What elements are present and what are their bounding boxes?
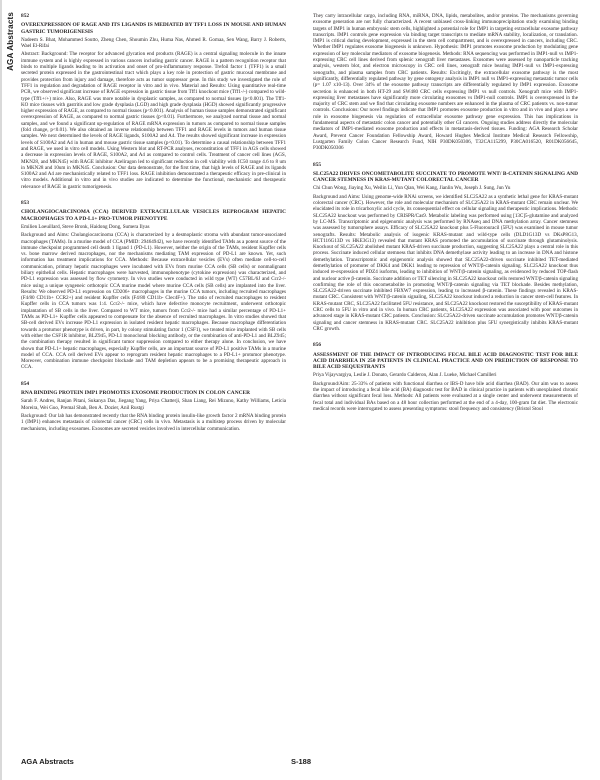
- abstract-title: CHOLANGIOCARCINOMA (CCA) DERIVED EXTRACELLULAR VESICLES REPROGRAM HEPATIC MACROPHAGES TO A PD-L1+ PRO-TUMOR PHENOTYPE: [21, 209, 286, 222]
- abstract: [21, 381, 286, 432]
- abstract-authors: Priya Vijayvargiya, Leslie J. Donato, Gerardo Calderon, Alan J. Lueke, Michael Camilleri: [313, 372, 497, 379]
- abstract-body: They carry intracellular cargo, including RNA, miRNA, DNA, lipids, metabolites, and/or proteins. The mechanisms governing exosome generation are not fully characterized. A recent unbiased cross-linking immunoprecipitation study examining binding targets of IMP1 in human embryonic stem cells, highlighted a potential role for IMP1 in targeting extracellular exosome pathway transcripts. IMP1 controls gene expression via binding target transcripts to mediate mRNA stability, localization, or translation. IMP1 is critical during development, expressed in the stem cell compartment, and is overexpressed in cancers, including CRC. Whether IMP1 regulates exosome biogenesis is unknown. Hypothesis: IMP1 promotes exosome production by modulating gene expression of key molecular mediators of exosome biogenesis. Methods: RNA sequencing was performed in IMP1-null vs IMP1-expressing CRC cell lines derived from splenic xenograft liver metastases. Exosomes were assessed by nanoparticle tracking analysis, western blot, and electron microscopy in CRC cell lines, xenograft mice bearing IMP1-null vs IMP1-expressing xenografts, and plasma samples from CRC patients. Results: Excitingly, the extracellular exosome pathway is the most significantly, differentially regulated pathway by gene ontogeny analysis in IMP1 null vs IMP1-expressing metastatic tumor cells (p= 1.07 x10-13). Over 34% of the exosome pathway transcripts are differentially regulated by IMP1 expression. Exosome secretion is enhanced in both HT-29 and SW480 CRC cells expressing IMP1 vs null controls. Xenograft mice with IMP1-expressing liver metastases have significantly more circulating exosomes vs IMP1-null controls. IMP1 is overexpressed in the majority of CRC stem and we find that circulating exosome numbers are enhanced in the plasma of CRC patients vs. non-tumor controls. Conclusions: Our novel findings indicate that IMP1 promotes exosome production in vitro and in vivo and plays a new role in exosome biogenesis via regulation of extracellular exosome pathway gene expression. This has implications in fundamental aspects of metastatic colon cancer and potentially other GI cancers. Ongoing studies address directly the molecular mediators of IMP1-mediated exosome production and effects in metastasis-derived tissues. Funding: AGA Research Scholar Award, Prevent Cancer Foundation Fellowship Award, Howard Hughes Medical Institute Medical Research Fellowship, Lustgarten Family Colon Cancer Research Fund, NIH P30DK050306, T32CA115299, P30CA016520, R01DK056645, P30DK050306: [313, 13, 578, 152]
- abstract-title: ASSESSMENT OF THE IMPACT OF INTRODUCING FECAL BILE ACID DIAGNOSTIC TEST FOR BILE ACID DIARRHEA IN 250 PATIENTS IN CLINICAL PRACTICE AND ON PREDICTION OF RESPONSE TO BILE ACID SEQUESTRANTS: [313, 351, 578, 371]
- abstract-body: Background and Aims: Cholangiocarcinoma (CCA) is characterized by a desmoplastic stroma with abundant tumor-associated macrophages (TAMs). In a murine model of CCA (PMID: 29464942), we have recently identified TAMs as a potent source of the immune checkpoint programmed cell death 1 ligand 1 (PD-L1). However, neither the origin of the TAMs, resident Kupffer cells vs. bone marrow derived macrophages, nor the mechanisms mediating TAM expression of PD-L1 are known. Yet, such information has treatment implications for CCA. Methods: Because extracellular vesicles (EVs) often mediate cell-to-cell communication, primary hepatic macrophages were incubated with EVs from murine CCA cells (SB cells) or nonmalignant biliary epithelial cells. Hepatic macrophages were harvested, immunophenotype (cytokine expression) was characterized, and PD-L1 expression was assessed by flow cytometry. In vivo studies were conducted in wild type (WT) C57BL/6J and Ccr2-/- mice using a unique syngeneic orthotopic CCA murine model where murine CCA cells (SB cells) are implanted into the liver. Results: We observed PD-L1 expression on CD206+ macrophages in the murine CCA tumors, including recruited macrophages (F4/80 CD11b+ CCR2+) and resident Kupffer cells (F4/80 CD11b- Clec4F+). The ratio of recruited macrophages to resident Kupffer cells in CCA tumors was 1:4. Ccr2-/- mice, which have defective monocyte recruitment, underwent orthotopic implantation of SB cells in the liver. Compared to WT mice, tumors from Ccr2-/- mice had a similar percentage of PD-L1+ TAMs as PD-L1+ Kupffer cells appeared to compensate for the absence of recruited macrophages. In vitro studies showed that SB-cell derived EVs increase PD-L1 expression in isolated resident hepatic macrophages. Because macrophage differentiation towards a protumor phenotype is driven, in part, by colony stimulating factor 1 (CSF1), we treated mice implanted with SB cells with either the CSF1R inhibitor, BLZ945, PD-L1 monoclonal blocking antibody, or the combination of anti-PD-L1 and BLZ945; the combination therapy resulted in significant tumor suppression compared to either therapy alone. In conclusion, we have shown that PD-L1+ hepatic macrophages, especially Kupffer cells, are an important source of PD-L1 positive TAMs in a murine model of CCA. CCA cell derived EVs appear to reprogram resident hepatic macrophages to a PD-L1+ protumor phenotype. Moreover, combination immune checkpoint blockade and TAM depletion appears to be a promising therapeutic approach in CCA.: [21, 232, 286, 371]
- abstract: [21, 200, 286, 371]
- footer-page-number: S-188: [291, 757, 312, 766]
- abstract-authors: Nadeem S. Bhat, Mohammed Soutto, Zheng Chen, Shoumin Zhu, Huma Nas, Ahmed R. Gomaa, Sen Wang, Barry J. Roberts, Wael El-Rifai: [21, 36, 286, 50]
- abstract-title: SLC25A22 DRIVES ONCOMETABOLITE SUCCINATE TO PROMOTE WNT/ Β-CATENIN SIGNALING AND CANCER STEMNESS IN KRAS-MUTANT COLORECTAL CANCER: [313, 170, 578, 184]
- abstract: [313, 13, 578, 152]
- abstract-authors: Emilien Loeuillard, Steve Bronk, Haidong Dong, Sumera Ilyas: [21, 223, 150, 230]
- abstract-body: Background/Aim: 25-33% of patients with functional diarrhea or IBS-D have bile acid diarrhea (BAD). Our aim was to assess the impact of introducing a fecal bile acid (BA) diagnostic test for BAD in clinical practice in patients with unexplained chronic diarrhea without significant fecal loss. Methods: All patients were evaluated at a single center and underwent measurements of fecal total and individual BAs based on a 48 hour collection performed at the end of a 4-day, 100-gram fat diet. The electronic medical records were interrogated to assess presenting symptoms: stool frequency and consistency (Bristol Stool: [313, 380, 578, 412]
- left-column: [21, 13, 286, 442]
- abstract: [21, 13, 286, 190]
- sidebar-label: AGA Abstracts: [6, 12, 15, 71]
- abstract-number: 854: [21, 380, 30, 387]
- abstract-body: Background: Our lab has demonstrated recently that the RNA binding protein insulin-like growth factor 2 mRNA binding protein 1 (IMP1) enhances metastasis of colorectal cancer (CRC) cells in vivo. Metastasis is a multistep process driven by molecular mechanisms, including exosomes. Exosomes are secreted vesicles involved in intercellular communication.: [21, 412, 286, 432]
- right-column: [313, 13, 578, 422]
- abstract-number: 856: [313, 342, 322, 349]
- footer-journal: AGA Abstracts: [21, 757, 74, 766]
- abstract-title: OVEREXPRESSION OF RAGE AND ITS LIGANDS IS MEDIATED BY TFF1 LOSS IN MOUSE AND HUMAN GASTRIC TUMORIGENESIS: [21, 22, 286, 35]
- abstract-body: Background and Aims: Using genome-wide RNAi screens, we identified SLC25A22 as a synthetic lethal gene for KRAS-mutant colorectal cancer (CRC). However, the role and molecular mechanism of SLC25A22 in KRAS-mutant CRC remain unclear. We elucidated its role in tricarboxylic acid cycle, its consequential effect on cellular signaling and therapeutic implications. Methods: SLC25A22 knockout was performed by CRISPR/Cas9. Metabolic labeling was performed using [13C]5-glutamine and analyzed by LC-MS. Transcriptomic and epigenomic analysis was performed by RNAseq and DNA methylation array. Cancer stemness was assessed by tumorsphere assays. Efficacy of SLC25A22 knockout plus 5-Fluorouracil (5FU) was examined in mouse tumor xenografts. Results: Metabolic analysis of isogenic KRAS-mutant and wild-type cells (DLD1G13D vs DKsP8G13, HCT116G13D vs HKE3G13) revealed that mutant KRAS promoted the accumulation of succinate through glutaminolysis. Knockout of SLC25A22 abolished mutant KRAS-driven succinate production, suggesting SLC25A22 plays a central role in this process. Succinate induced cellular stemness that inhibits DNA demethylase activity leading to an increase in DNA and histone demethylation. Transcriptomic and epigenomic analysis showed that SLC25A22-driven succinate inhibited TET-mediated demethylation of promoter of DKK4 and DKK1 leading to repression of WNT/β-catenin signaling. SLC25A22 knockout thus induced re-expression of PDZ4 isoforms, leading to inhibition of WNT/β-catenin signaling, as evidenced by reduced TOP-flash and nuclear active β-catenin. Succinate addition or TET silencing in SLC25A22 knockout cells restored WNT/β-catenin signaling confirming the role of this oncometabolite in promoting WNT/β-catenin signaling via TET blockade. Besides methylation, SLC25A22-driven succinate inhibited FBXW7 expression, leading to increased β-catenin. These findings revealed in KRAS-mutant CRC. Consistent with WNT/β-catenin signaling, SLC25A22 knockout induced a reduction in cancer stem-cell features. In KRAS-mutant CRC, SLC25A22 facilitated 5FU resistance, and SLC25A22 knockout restored the susceptibility of KRAS-mutant CRC cells to 5FU in vitro and in vivo. In human CRC patients, SLC25A22 expression was associated with poor outcomes in advanced stage in KRAS-mutant CRC patients. Conclusion: SLC25A22-driven succinate accumulation promotes WNT/β-catenin signaling and cancer stemness in KRAS-mutant CRC. SLC25A22 inhibition plus 5FU synergistically inhibits KRAS-mutant CRC growth.: [313, 193, 578, 332]
- abstract: [313, 342, 578, 412]
- abstract-body: Abstract: Background: The receptor for advanced glycation end products (RAGE) is a central signaling molecule in the innate immune system and is highly expressed in various cancers including gastric cancer. RAGE is a pattern recognition receptor that binds to multiple ligands leading to its activation and onset of pro-inflammatory response. Trefoil factor 1 (TFF1) is a small secreted protein expressed in the gastrointestinal tract which plays a key role in protection of gastric mucosal membrane and provides protection from injury and damage, therefore acts as tumor suppressor gene. In this study we investigated the role of TFF1 in regulation and degradation of RAGE receptor in vitro and in vivo. Material and Results: Using quantitative real-time PCR, we observed significant increase of RAGE expression in gastric tissue from Tff1 knockout mice (Tff1-/-) compared to wild-type (Tff1+/+) mice. Also, RAGE was more notable in dysplastic samples, as compared to normal tissues (p<0.001). The Tff1-KO mice tissues with gastritis and low grade dysplasia (LGD) and high grade dysplasia (HGD) showed significantly progressive higher expression of RAGE, as compared to normal tissues (p<0.001). Analysis of human tissue samples demonstrated significant overexpression of RAGE, as compared to normal gastric tissues (p<0.01). Furthermore, we analyzed normal tissue and normal samples, and we found a significant up-regulation of RAGE mRNA expression in tumors as compared to normal tissue samples (fold change, p<0.01). We also obtained an inverse relationship between TFF1 and RAGE levels in tumors and human tissue samples. We next determined the levels of RAGE ligands, S100A2 and A4. The results showed significant increase in expression levels of S100A2 and A4 in human and mouse gastric tissue samples (p<0.01). To determine a causal relationship between TFF1 and RAGE, we used in vitro cell models. Using Western blot and RT-PCR analyses, reconstitution of TFF1 in AGS cells showed a decrease in expression levels of RAGE, S100A2, and A4 as compared to control cells. Treatment of cancer cell lines (AGS, MKN28, and MKN45) with RAGE inhibitor Azeliragon led to significant reduction in cell viability with IC50 range 4.6 to 8 um in MKN28 and 10um in MKN45. Conclusion: Our data demonstrate, for the first time, that high levels of RAGE and its ligands S100A2 and A4 are mechanistically related to TFF1 loss. RAGE inhibition demonstrated a therapeutic efficacy in pre-clinical in vitro models. Additional in vitro and in vivo studies are indicated to determine the functional, mechanistic and therapeutic relevance of RAGE in gastric tumorigenesis.: [21, 51, 287, 190]
- abstract: [313, 162, 578, 333]
- abstract-authors: Chi Chun Wong, Jiaying Xu, Weilin Li, Yun Qian, Wei Kang, Jianlin Wu, Joseph J. Sung, Jun Yu: [313, 185, 511, 192]
- abstract-number: 855: [313, 161, 322, 168]
- sidebar-bar: [0, 0, 12, 780]
- abstract-number: 853: [21, 200, 30, 207]
- page-footer: [21, 757, 579, 771]
- sidebar-tab: [0, 0, 13, 780]
- abstract-number: 852: [21, 13, 30, 19]
- abstract-authors: Sarah F. Andres, Ranjan Pitani, Sukanya Das, Jiegang Yang, Priya Chatterji, Shan Liang, Rei Mizuno, Kathy Williams, Leticia Moreira, Wei Guo, Premal Shah, Ben A. Dozier, Anil Rustgi: [21, 398, 286, 411]
- abstract-title: RNA BINDING PROTEIN IMP1 PROMOTES EXOSOME PRODUCTION IN COLON CANCER: [21, 390, 250, 397]
